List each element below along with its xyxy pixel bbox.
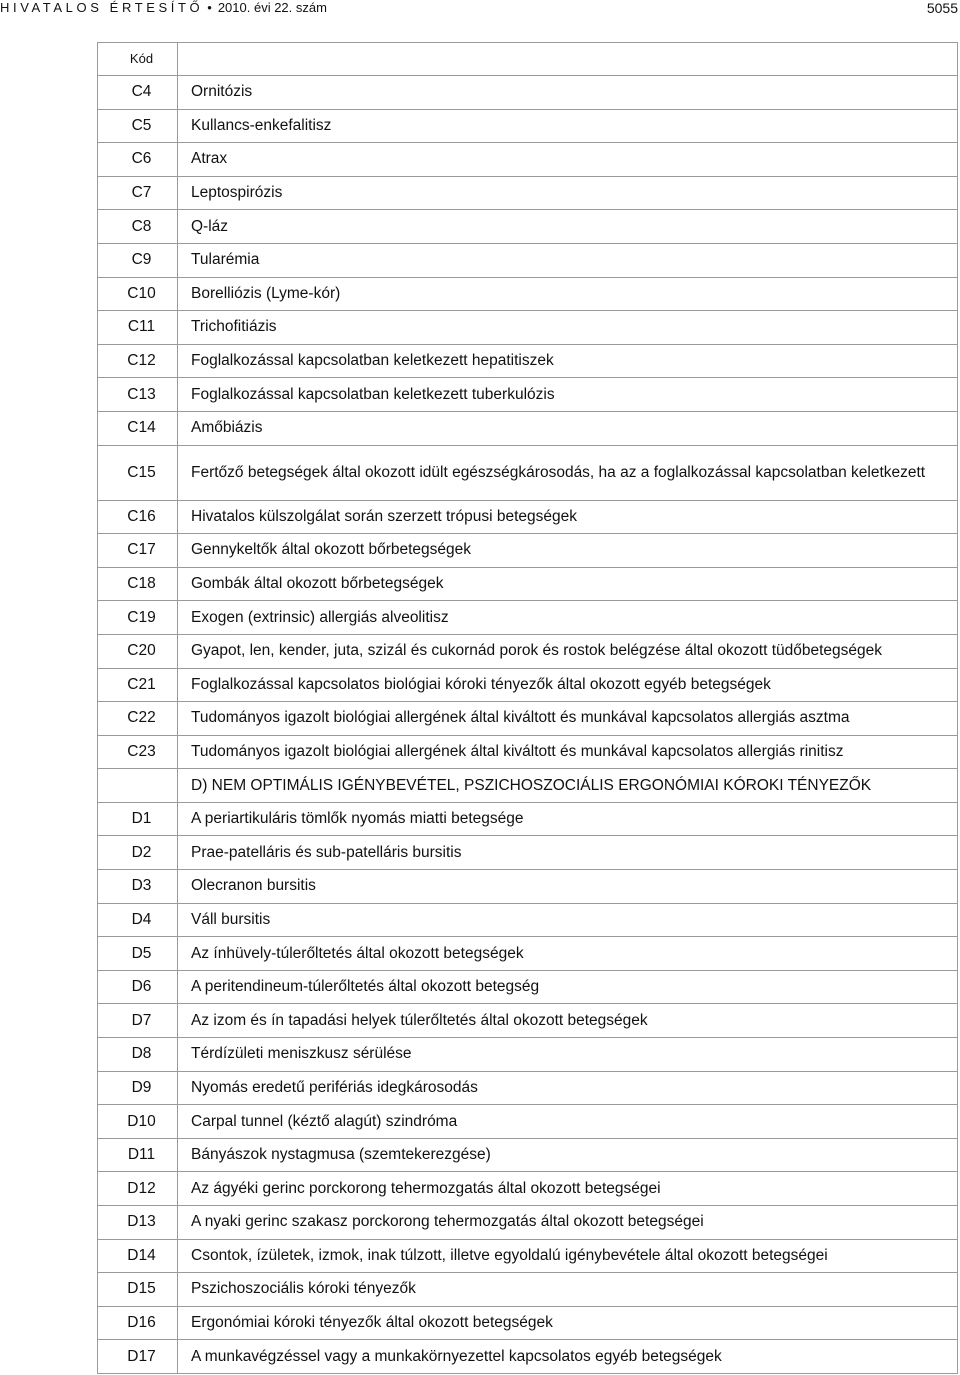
disease-name: Borelliózis (Lyme-kór) (178, 277, 958, 311)
table-row (98, 1172, 958, 1206)
disease-name: A periartikuláris tömlők nyomás miatti betegsége (178, 802, 958, 836)
code-cell (98, 277, 178, 311)
code-cell (98, 1273, 178, 1307)
disease-code: C9 (131, 251, 152, 269)
code-cell (98, 378, 178, 412)
table-row (98, 378, 958, 412)
disease-code: D15 (127, 1280, 156, 1298)
disease-name: Exogen (extrinsic) allergiás alveolitisz (178, 601, 958, 635)
table-row (98, 1340, 958, 1374)
disease-code: D9 (131, 1078, 152, 1096)
disease-code: C15 (127, 463, 156, 481)
disease-name: Carpal tunnel (kéztő alagút) szindróma (178, 1105, 958, 1139)
code-cell (98, 1138, 178, 1172)
table-row (98, 1239, 958, 1273)
code-cell (98, 1239, 178, 1273)
table-row (98, 601, 958, 635)
table-row (98, 1273, 958, 1307)
disease-code: D4 (131, 910, 152, 928)
code-cell (98, 601, 178, 635)
table-row (98, 1038, 958, 1072)
code-cell (98, 1071, 178, 1105)
disease-name: Q-láz (178, 210, 958, 244)
code-cell (98, 143, 178, 177)
disease-code: D6 (131, 978, 152, 996)
disease-name: Tudományos igazolt biológiai allergének által kiváltott és munkával kapcsolatos allergiás asztma (178, 702, 958, 736)
code-cell (98, 1004, 178, 1038)
disease-code: D5 (131, 944, 152, 962)
disease-name: Tularémia (178, 243, 958, 277)
code-cell (98, 445, 178, 500)
disease-name: Pszichoszociális kóroki tényezők (178, 1273, 958, 1307)
disease-name: Csontok, ízületek, izmok, inak túlzott, illetve egyoldalú igénybevétele által okozott betegségei (178, 1239, 958, 1273)
table-row (98, 870, 958, 904)
disease-code: C16 (127, 507, 156, 525)
disease-name: Foglalkozással kapcsolatban keletkezett hepatitiszek (178, 344, 958, 378)
disease-code: C6 (131, 150, 152, 168)
disease-name: Az ágyéki gerinc porckorong tehermozgatás által okozott betegségei (178, 1172, 958, 1206)
code-cell (98, 1038, 178, 1072)
journal-title: HIVATALOS ÉRTESÍTŐ (0, 0, 204, 15)
disease-code: C5 (131, 116, 152, 134)
table-row (98, 277, 958, 311)
table-row (98, 937, 958, 971)
disease-name: Prae-patelláris és sub-patelláris bursitis (178, 836, 958, 870)
table-header-row (98, 43, 958, 76)
code-header-cell (98, 43, 178, 76)
table-row (98, 903, 958, 937)
disease-code: C22 (127, 709, 156, 727)
table-row (98, 143, 958, 177)
table-row (98, 735, 958, 769)
table-row (98, 567, 958, 601)
disease-name: Leptospirózis (178, 176, 958, 210)
code-cell (98, 534, 178, 568)
issue-label: 2010. évi 22. szám (217, 0, 327, 15)
code-cell (98, 903, 178, 937)
table-row (98, 109, 958, 143)
disease-code: D8 (131, 1045, 152, 1063)
code-cell (98, 836, 178, 870)
disease-code: D1 (131, 810, 152, 828)
code-cell (98, 668, 178, 702)
description-header-cell (178, 43, 958, 76)
code-cell (98, 1105, 178, 1139)
table-row (98, 836, 958, 870)
disease-name: Nyomás eredetű perifériás idegkárosodás (178, 1071, 958, 1105)
disease-code: C19 (127, 608, 156, 626)
code-cell (98, 1206, 178, 1240)
code-cell (98, 210, 178, 244)
disease-name: Gyapot, len, kender, juta, szizál és cukornád porok és rostok belégzése által okozott tüdőbetegségek (178, 634, 958, 668)
code-cell (98, 735, 178, 769)
code-header: Kód (129, 51, 154, 66)
table-row (98, 344, 958, 378)
code-cell (98, 1340, 178, 1374)
disease-code: C12 (127, 352, 156, 370)
disease-name: A nyaki gerinc szakasz porckorong tehermozgatás által okozott betegségei (178, 1206, 958, 1240)
disease-name: Kullancs-enkefalitisz (178, 109, 958, 143)
disease-name: Az ínhüvely-túlerőltetés által okozott betegségek (178, 937, 958, 971)
disease-name: Bányászok nystagmusa (szemtekerezgése) (178, 1138, 958, 1172)
disease-code: C18 (127, 575, 156, 593)
code-cell (98, 937, 178, 971)
table-row (98, 634, 958, 668)
disease-code: C21 (127, 675, 156, 693)
table-row (98, 702, 958, 736)
table-row (98, 1071, 958, 1105)
table-row (98, 1206, 958, 1240)
disease-name: Olecranon bursitis (178, 870, 958, 904)
table-row (98, 311, 958, 345)
table-row (98, 802, 958, 836)
code-cell (98, 411, 178, 445)
code-cell (98, 1172, 178, 1206)
code-cell (98, 176, 178, 210)
disease-code: C10 (127, 284, 156, 302)
code-cell (98, 500, 178, 534)
code-cell (98, 311, 178, 345)
disease-name: Tudományos igazolt biológiai allergének által kiváltott és munkával kapcsolatos allergiás rinitisz (178, 735, 958, 769)
table-row (98, 534, 958, 568)
disease-table (97, 42, 958, 1374)
disease-code: D14 (127, 1246, 156, 1264)
table-row (98, 668, 958, 702)
disease-table-body (98, 43, 958, 1374)
disease-code: C23 (127, 742, 156, 760)
code-cell (98, 870, 178, 904)
table-row (98, 1306, 958, 1340)
section-title: D) NEM OPTIMÁLIS IGÉNYBEVÉTEL, PSZICHOSZOCIÁLIS ERGONÓMIAI KÓROKI TÉNYEZŐK (178, 769, 958, 803)
running-header (0, 0, 960, 16)
disease-name: Az izom és ín tapadási helyek túlerőltetés által okozott betegségek (178, 1004, 958, 1038)
disease-code: D12 (127, 1179, 156, 1197)
disease-name: Ergonómiai kóroki tényezők által okozott betegségek (178, 1306, 958, 1340)
journal-header (0, 0, 327, 16)
disease-name: Foglalkozással kapcsolatos biológiai kóroki tényezők által okozott egyéb betegségek (178, 668, 958, 702)
page-number: 5055 (926, 0, 958, 16)
header-bullet: • (207, 0, 212, 15)
disease-name: A munkavégzéssel vagy a munkakörnyezettel kapcsolatos egyéb betegségek (178, 1340, 958, 1374)
table-row (98, 411, 958, 445)
code-cell (98, 76, 178, 110)
table-row (98, 1105, 958, 1139)
disease-code: C14 (127, 419, 156, 437)
table-row (98, 769, 958, 803)
disease-name: Foglalkozással kapcsolatban keletkezett tuberkulózis (178, 378, 958, 412)
disease-name: Atrax (178, 143, 958, 177)
code-cell (98, 567, 178, 601)
disease-name: Gombák által okozott bőrbetegségek (178, 567, 958, 601)
disease-code: C17 (127, 541, 156, 559)
table-row (98, 76, 958, 110)
disease-code: D16 (127, 1314, 156, 1332)
table-row (98, 1138, 958, 1172)
table-row (98, 445, 958, 500)
table-row (98, 243, 958, 277)
code-cell (98, 344, 178, 378)
disease-name: Trichofitiázis (178, 311, 958, 345)
disease-code: C13 (127, 385, 156, 403)
table-row (98, 210, 958, 244)
disease-name: Amőbiázis (178, 411, 958, 445)
disease-name: Váll bursitis (178, 903, 958, 937)
disease-code: D11 (127, 1146, 156, 1164)
table-row (98, 500, 958, 534)
code-cell (98, 802, 178, 836)
table-row (98, 1004, 958, 1038)
disease-code: C7 (131, 184, 152, 202)
disease-code: C20 (127, 642, 156, 660)
table-row (98, 176, 958, 210)
disease-code: D7 (131, 1011, 152, 1029)
disease-code: D13 (127, 1213, 156, 1231)
code-cell (98, 109, 178, 143)
disease-code: D2 (131, 843, 152, 861)
disease-code: D10 (127, 1112, 156, 1130)
code-cell (98, 243, 178, 277)
disease-code: C11 (127, 318, 156, 336)
disease-name: Gennykeltők által okozott bőrbetegségek (178, 534, 958, 568)
disease-code: C8 (131, 217, 152, 235)
disease-code: C4 (131, 83, 152, 101)
code-cell (98, 634, 178, 668)
disease-name: Hivatalos külszolgálat során szerzett trópusi betegségek (178, 500, 958, 534)
disease-code: D17 (127, 1347, 156, 1365)
code-cell (98, 970, 178, 1004)
disease-name: Ornitózis (178, 76, 958, 110)
disease-name: Fertőző betegségek által okozott idült egészségkárosodás, ha az a foglalkozással kapcsolatban keletkezett (178, 445, 958, 500)
disease-name: A peritendineum-túlerőltetés által okozott betegség (178, 970, 958, 1004)
code-cell (98, 702, 178, 736)
disease-code: D3 (131, 877, 152, 895)
code-cell (98, 769, 178, 803)
disease-name: Térdízületi meniszkusz sérülése (178, 1038, 958, 1072)
code-cell (98, 1306, 178, 1340)
table-row (98, 970, 958, 1004)
